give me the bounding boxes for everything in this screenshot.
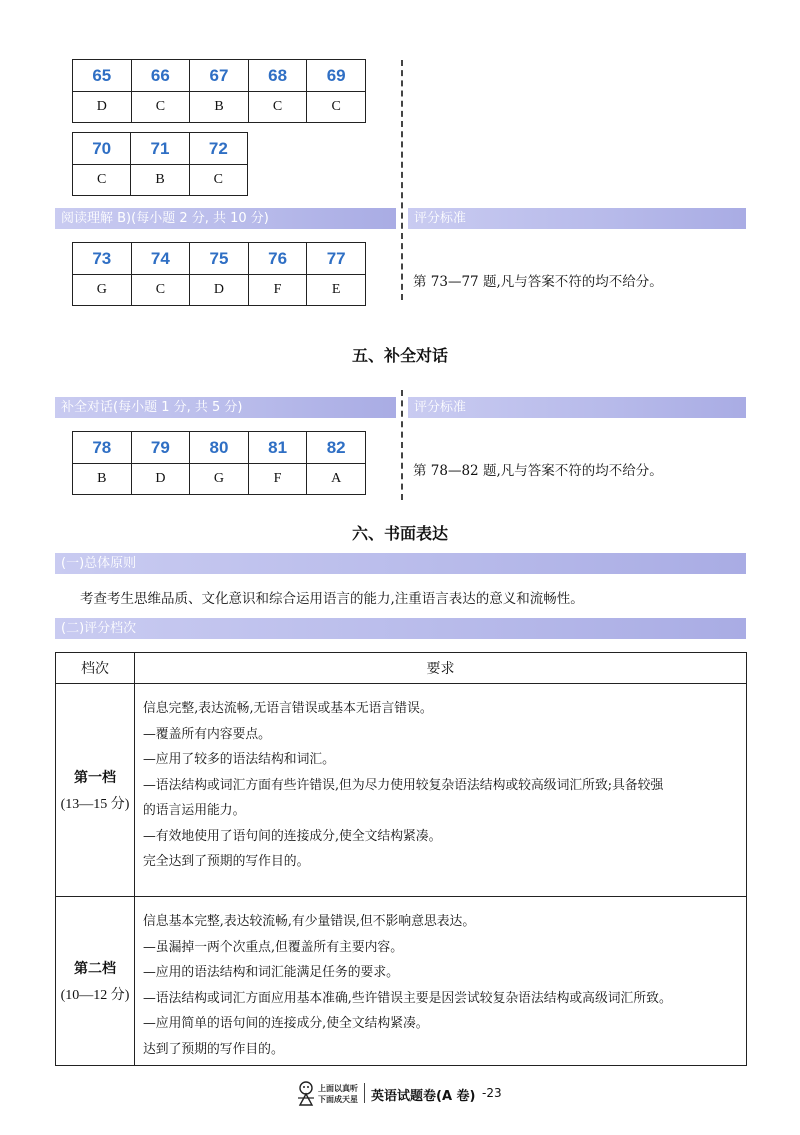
question-number: 70: [73, 133, 131, 165]
requirement-line: 的语言运用能力。: [143, 803, 246, 818]
requirements-cell: [135, 897, 747, 1066]
requirement-line: 信息基本完整,表达较流畅,有少量错误,但不影响意思表达。: [143, 914, 476, 929]
column-divider-top: [401, 60, 403, 300]
question-number: 82: [307, 432, 366, 464]
requirement-line: —应用简单的语句间的连接成分,使全文结构紧凑。: [143, 1016, 429, 1031]
answer-cell: B: [190, 92, 249, 123]
answer-table-78-82: [72, 431, 366, 495]
question-number: 78: [73, 432, 132, 464]
answer-cell: F: [248, 464, 307, 495]
requirement-line: —虽漏掉一两个次重点,但覆盖所有主要内容。: [143, 939, 404, 955]
page-number: -23: [482, 1086, 502, 1100]
question-number: 68: [248, 60, 307, 92]
answer-cell: D: [131, 464, 190, 495]
level-name: 第一档: [74, 770, 116, 786]
answer-cell: C: [73, 165, 131, 196]
answer-cell: D: [190, 275, 249, 306]
answer-cell: G: [73, 275, 132, 306]
requirement-line: —有效地使用了语句间的连接成分,使全文结构紧凑。: [143, 828, 442, 844]
question-number: 81: [248, 432, 307, 464]
question-number: 66: [131, 60, 190, 92]
level-name: 第二档: [74, 961, 116, 977]
answer-cell: E: [307, 275, 366, 306]
requirement-line: —覆盖所有内容要点。: [143, 726, 271, 742]
criteria-bar-dialogue: 评分标准: [408, 397, 746, 418]
answer-cell: D: [73, 92, 132, 123]
principle-text: 考查考生思维品质、文化意识和综合运用语言的能力,注重语言表达的意义和流畅性。: [80, 591, 584, 607]
column-header-level: 档次: [56, 653, 135, 684]
level-cell: [56, 684, 135, 897]
requirement-line: —应用的语法结构和词汇能满足任务的要求。: [143, 965, 399, 980]
question-number: 76: [248, 243, 307, 275]
question-number: 71: [131, 133, 189, 165]
page-footer: [0, 1080, 800, 1110]
answer-cell: B: [131, 165, 189, 196]
requirement-line: 达到了预期的写作目的。: [143, 1041, 284, 1057]
question-number: 74: [131, 243, 190, 275]
question-number: 69: [307, 60, 366, 92]
section-heading-dialogue: 五、补全对话: [351, 346, 448, 365]
question-number: 65: [73, 60, 132, 92]
logo-text-top: 上面以真听: [318, 1084, 358, 1093]
criteria-note-73-77: 第 73—77 题,凡与答案不符的均不给分。: [413, 274, 663, 290]
requirement-line: —应用了较多的语法结构和词汇。: [143, 752, 335, 767]
question-number: 75: [190, 243, 249, 275]
criteria-bar-reading-b: 评分标准: [408, 208, 746, 229]
answer-cell: C: [131, 92, 190, 123]
section-heading-writing: 六、书面表达: [351, 524, 448, 543]
answer-table-73-77: [72, 242, 366, 306]
section-bar-levels: (二)评分档次: [55, 618, 746, 639]
level-cell: [56, 897, 135, 1066]
question-number: 73: [73, 243, 132, 275]
requirement-line: —语法结构或词汇方面应用基本准确,些许错误主要是因尝试较复杂语法结构或高级词汇所致。: [143, 990, 672, 1006]
question-number: 67: [190, 60, 249, 92]
question-number: 77: [307, 243, 366, 275]
column-header-requirements: 要求: [135, 653, 747, 684]
footer-title: 英语试题卷(A 卷): [371, 1089, 476, 1104]
answer-cell: G: [190, 464, 249, 495]
logo-text-bottom: 下面成天星: [318, 1095, 358, 1104]
question-number: 72: [189, 133, 247, 165]
column-divider-middle: [401, 390, 403, 500]
section-bar-principle: (一)总体原则: [55, 553, 746, 574]
table-row: [56, 684, 747, 897]
requirements-cell: [135, 684, 747, 897]
level-range: (13—15 分): [60, 797, 130, 812]
answer-cell: C: [307, 92, 366, 123]
answer-table-65-69: [72, 59, 366, 123]
answer-cell: C: [248, 92, 307, 123]
answer-cell: C: [131, 275, 190, 306]
requirement-line: —语法结构或词汇方面有些许错误,但为尽力使用较复杂语法结构或较高级词汇所致;具备较强: [143, 777, 664, 793]
question-number: 80: [190, 432, 249, 464]
answer-cell: F: [248, 275, 307, 306]
scoring-levels-table: [55, 652, 747, 1066]
answer-cell: A: [307, 464, 366, 495]
requirement-line: 信息完整,表达流畅,无语言错误或基本无语言错误。: [143, 701, 433, 716]
footer-divider: [364, 1083, 365, 1103]
mascot-logo-icon: [296, 1081, 316, 1107]
answer-cell: B: [73, 464, 132, 495]
level-range: (10—12 分): [60, 988, 130, 1003]
answer-table-70-72: [72, 132, 248, 196]
requirement-line: 完全达到了预期的写作目的。: [143, 854, 310, 869]
answer-cell: C: [189, 165, 247, 196]
question-number: 79: [131, 432, 190, 464]
criteria-note-78-82: 第 78—82 题,凡与答案不符的均不给分。: [413, 463, 663, 479]
section-bar-reading-b: 阅读理解 B)(每小题 2 分, 共 10 分): [55, 208, 396, 229]
table-row: [56, 897, 747, 1066]
section-bar-dialogue: 补全对话(每小题 1 分, 共 5 分): [55, 397, 396, 418]
